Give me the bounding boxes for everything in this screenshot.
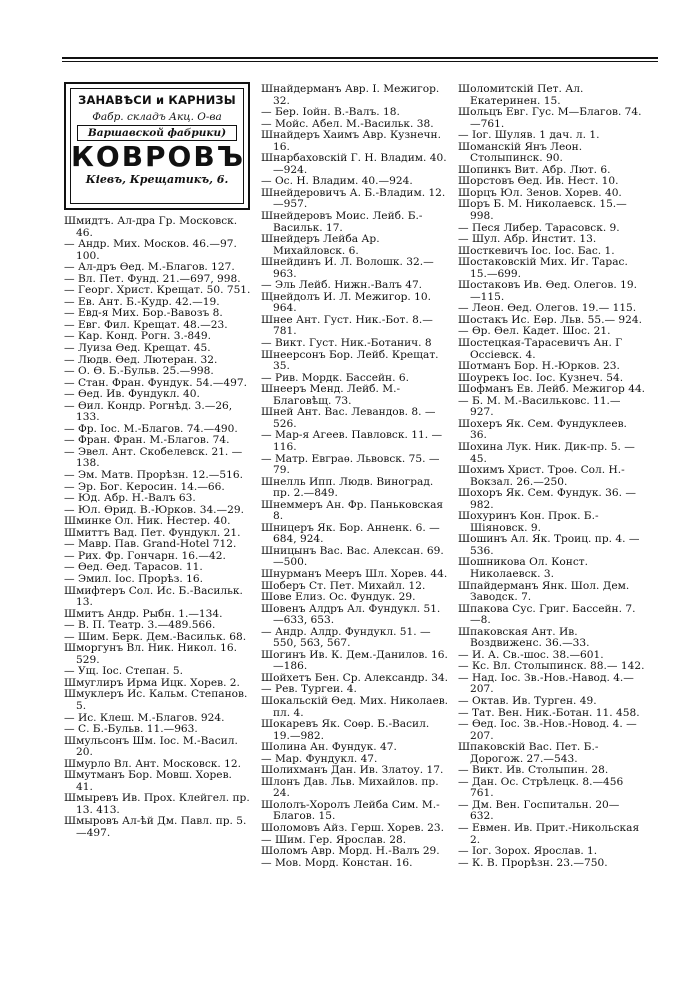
directory-entry: Шней Ант. Вас. Левандов. 8. —526. bbox=[261, 406, 436, 430]
ad-address: Кіевъ, Крещатикъ, 6. bbox=[85, 173, 229, 186]
top-rule bbox=[62, 57, 658, 59]
directory-entry: — Евд-я Мих. Бор.-Вавозъ 8. bbox=[64, 307, 223, 320]
directory-entry: Шолихманъ Дан. Ив. Златоу. 17. bbox=[261, 764, 444, 777]
directory-entry: Шнейдеровичъ А. Б.-Владим. 12.—957. bbox=[261, 186, 446, 211]
directory-entry: Шошинъ Ал. Як. Троиц. пр. 4. —536. bbox=[458, 533, 640, 557]
directory-entry: Шокаревъ Як. Соѳр. Б.-Васил. 19.—982. bbox=[261, 718, 430, 742]
directory-entry: — Рих. Фр. Гончарн. 16.—42. bbox=[64, 549, 226, 562]
directory-entry: Шнейдеръ Лейба Ар. Михайловск. 6. bbox=[261, 233, 380, 257]
directory-entry: Шмиттъ Вад. Пет. Фундукл. 21. bbox=[64, 526, 241, 539]
directory-entry: — Тат. Вен. Ник.-Ботан. 11. 458. bbox=[458, 706, 640, 719]
directory-entry: Шнелль Ипп. Людв. Виноград. пр. 2.—849. bbox=[261, 475, 434, 500]
directory-entry: Шохимъ Христ. Троѳ. Сол. Н.-Вокзал. 26.—250. bbox=[458, 464, 625, 488]
directory-entry: Шмуклеръ Ис. Кальм. Степанов. 5. bbox=[64, 688, 248, 712]
directory-entry: Шопинкъ Вит. Абр. Лют. 6. bbox=[458, 163, 611, 176]
directory-entry: — Мар-я Агеев. Павловск. 11. —116. bbox=[261, 429, 443, 453]
directory-entry: Шминке Ол. Ник. Нестер. 40. bbox=[64, 515, 231, 528]
directory-entry: — Эм. Матв. Прорѣзн. 12.—516. bbox=[64, 469, 243, 482]
directory-entry: Шмыревъ Ив. Прох. Клейгел. пр. 13. 413. bbox=[64, 792, 250, 816]
ad-title: КОВРОВЪ bbox=[71, 140, 246, 173]
directory-entry: Шнейдеровъ Моис. Лейб. Б.-Васильк. 17. bbox=[261, 210, 423, 234]
directory-entry: — Людв. Ѳед. Лютеран. 32. bbox=[64, 353, 218, 366]
directory-entry: — И. А. Св.-шос. 38.—601. bbox=[458, 648, 604, 661]
directory-entry: Шостецкая-Тарасевичъ Ан. Г Оссіевск. 4. bbox=[458, 337, 623, 361]
directory-entry: — Рев. Тургеи. 4. bbox=[261, 683, 357, 696]
directory-entry: Шоломъ Авр. Морд. Н.-Валъ 29. bbox=[261, 845, 440, 858]
directory-entry: Шницынъ Вас. Вас. Алексан. 69.—500. bbox=[261, 544, 444, 569]
directory-entry: Шололъ-Хоролъ Лейба Сим. М.-Благов. 15. bbox=[261, 798, 440, 823]
ad-line-warsaw: Варшавской фабрики) bbox=[77, 125, 237, 141]
directory-entry: Шмуглиръ Ирма Ицк. Хорев. 2. bbox=[64, 676, 240, 689]
directory-entry: — Евмен. Ив. Прит.-Никольская 2. bbox=[458, 822, 640, 846]
directory-entry: — Кс. Вл. Столыпинск. 88.— 142. bbox=[458, 660, 645, 673]
directory-entry: Шпаковскій Вас. Пет. Б.-Дорогож. 27.—543. bbox=[458, 741, 599, 765]
directory-entry: Шошникова Ол. Конст. Николаевск. 3. bbox=[458, 556, 589, 580]
directory-entry: — Ѳед. Іос. Зв.-Нов.-Новод. 4. —207. bbox=[458, 718, 637, 742]
directory-entry: Шоберъ Ст. Пет. Михайл. 12. bbox=[261, 579, 426, 592]
directory-entry: Шохоръ Як. Сем. Фундук. 36. —982. bbox=[458, 487, 636, 511]
directory-entry: — Матр. Евграѳ. Львовск. 75. —79. bbox=[261, 452, 440, 477]
directory-entry: — Фран. Фран. М.-Благов. 74. bbox=[64, 434, 230, 447]
directory-entry: — Іог. Зорох. Ярослав. 1. bbox=[458, 845, 598, 858]
directory-entry: Шнейдинъ И. Л. Волошк. 32.—963. bbox=[261, 256, 434, 280]
directory-entry: — Эмил. Іос. Прорѣз. 16. bbox=[64, 572, 203, 585]
directory-entry: Шохина Лук. Ник. Дик-пр. 5. —45. bbox=[458, 440, 635, 465]
directory-entry: Шоломитскій Пет. Ал. Екатеринен. 15. bbox=[458, 83, 584, 107]
directory-entry: Шорстовъ Ѳед. Ив. Нест. 10. bbox=[458, 175, 619, 188]
directory-entry: — Ал-дръ Ѳед. М.-Благов. 127. bbox=[64, 261, 235, 274]
directory-entry: — Вл. Пет. Фунд. 21.—697, 998. bbox=[64, 272, 241, 285]
directory-entry: Шлонъ Дав. Льв. Михайлов. пр. 24. bbox=[261, 775, 439, 800]
directory-entry: — Фр. Іос. М.-Благов. 74.—490. bbox=[64, 422, 238, 435]
directory-entry: Шморгунъ Вл. Ник. Никол. 16. 529. bbox=[64, 642, 237, 666]
advertisement-inner-frame bbox=[70, 88, 244, 204]
directory-entry: Шотманъ Бор. Н.-Юрков. 23. bbox=[458, 360, 620, 373]
directory-entry: Шнурманъ Мееръ Шл. Хорев. 44. bbox=[261, 567, 448, 580]
directory-entry: — Викт. Густ. Ник.-Ботанич. 8 bbox=[261, 337, 432, 350]
directory-entry: — Ев. Ант. Б.-Кудр. 42.—19. bbox=[64, 295, 220, 308]
directory-entry: — Эль Лейб. Нижн.-Валъ 47. bbox=[261, 279, 423, 292]
ad-heading: ЗАНАВѢСИ и КАРНИЗЫ bbox=[78, 93, 236, 107]
directory-entry: — Леон. Ѳед. Олегов. 19.— 115. bbox=[458, 302, 637, 315]
directory-entry: Шмульсонъ Шм. Іос. М.-Васил. 20. bbox=[64, 734, 238, 759]
directory-entry: — Ис. Клеш. М.-Благов. 924. bbox=[64, 711, 225, 724]
directory-entry: — Дан. Ос. Стрѣлецк. 8.—456 761. bbox=[458, 775, 624, 800]
column-2 bbox=[261, 84, 449, 869]
directory-entry: Шохеръ Як. Сем. Фундуклеев. 36. bbox=[458, 417, 627, 442]
directory-entry: — Викт. Ив. Столыпин. 28. bbox=[458, 764, 609, 777]
directory-entry: Шольцъ Евг. Гус. М—Благов. 74.—761. bbox=[458, 106, 642, 130]
directory-entry: — Юл. Ѳрид. В.-Юрков. 34.—29. bbox=[64, 503, 244, 516]
directory-entry: Шмидтъ. Ал-дра Гр. Московск. 46. bbox=[64, 215, 238, 239]
directory-entry: — Юд. Абр. Н.-Валъ 63. bbox=[64, 492, 196, 505]
directory-entry: Шостаковскій Мих. Иг. Тарас. 15.—699. bbox=[458, 256, 628, 280]
directory-entry: Шмутманъ Бор. Мовш. Хорев. 41. bbox=[64, 769, 232, 793]
directory-entry: — Дм. Вен. Госпитальн. 20— 632. bbox=[458, 798, 620, 823]
directory-entry: Шнарбаховскій Г. Н. Владим. 40.—924. bbox=[261, 152, 447, 176]
directory-entry: Шоманскій Янъ Леон. Столыпинск. 90. bbox=[458, 140, 583, 165]
directory-entry: Шпакова Сус. Григ. Бассейн. 7.—8. bbox=[458, 602, 636, 627]
directory-entry: Шовенъ Алдръ Ал. Фундукл. 51.—633, 653. bbox=[261, 602, 441, 627]
directory-entry: Шницеръ Як. Бор. Анненк. 6. —684, 924. bbox=[261, 521, 440, 546]
directory-entry: — О. Ѳ. Б.-Бульв. 25.—998. bbox=[64, 365, 214, 378]
directory-entry: — Андр. Мих. Москов. 46.—97. 100. bbox=[64, 238, 237, 262]
directory-entry: Шоръ Б. М. Николаевск. 15.—998. bbox=[458, 198, 627, 223]
directory-entry: Шнеерсонъ Бор. Лейб. Крещат. 35. bbox=[261, 348, 439, 373]
directory-entry: Шофманъ Ев. Лейб. Межигор 44. bbox=[458, 383, 646, 396]
directory-entry: — Шим. Гер. Ярослав. 28. bbox=[261, 833, 407, 846]
directory-entry: — Іог. Шуляв. 1 дач. л. 1. bbox=[458, 129, 600, 142]
directory-entry: — Мойс. Абел. М.-Васильк. 38. bbox=[261, 117, 434, 130]
directory-entry: — Евг. Фил. Крещат. 48.—23. bbox=[64, 318, 228, 331]
ad-line-factory: Фабр. складъ Акц. О-ва bbox=[92, 111, 222, 123]
directory-entry: — Ѳед. Ив. Фундукл. 40. bbox=[64, 388, 200, 401]
directory-entry: Шолина Ан. Фундук. 47. bbox=[261, 741, 397, 754]
directory-entry: Шпаковская Ант. Ив. Воздвиженс. 36.—33. bbox=[458, 625, 590, 650]
directory-entry: Шогинъ Ив. К. Дем.-Данилов. 16.—186. bbox=[261, 648, 448, 673]
directory-entry: — Эвел. Ант. Скобелевск. 21. —138. bbox=[64, 445, 243, 470]
directory-entry: — В. П. Театр. 3.—489.566. bbox=[64, 619, 216, 632]
directory-entry: Шнеммеръ Ан. Фр. Паньковская 8. bbox=[261, 498, 444, 523]
directory-entry: Шосткевичъ Іос. Іос. Бас. 1. bbox=[458, 244, 615, 257]
directory-entry: Шнайдерманъ Авр. І. Межигор. 32. bbox=[261, 83, 440, 107]
directory-entry: — Рив. Мордк. Бассейн. 6. bbox=[261, 371, 409, 384]
directory-entry: Шове Елиз. Ос. Фундук. 29. bbox=[261, 591, 416, 604]
directory-entry: — Над. Іос. Зв.-Нов.-Навод. 4.—207. bbox=[458, 671, 634, 696]
directory-entry: — К. В. Прорѣзн. 23.—750. bbox=[458, 856, 608, 869]
directory-entry: Шмифтеръ Сол. Ис. Б.-Васильк. 13. bbox=[64, 584, 243, 609]
directory-entry: — Мавр. Пав. Grand-Hotel 712. bbox=[64, 538, 237, 551]
directory-entry: — Песя Либер. Тарасовск. 9. bbox=[458, 221, 620, 234]
directory-entry: Шойхетъ Бен. Ср. Александр. 34. bbox=[261, 671, 449, 684]
directory-entry: — Ущ. Іос. Степан. 5. bbox=[64, 665, 183, 678]
directory-entry: — Октав. Ив. Турген. 49. bbox=[458, 694, 597, 707]
directory-entry: Шоурекъ Іос. Іос. Кузнеч. 54. bbox=[458, 371, 624, 384]
directory-entry: — Шул. Абр. Инстит. 13. bbox=[458, 233, 597, 246]
directory-entry: — Ос. Н. Владим. 40.—924. bbox=[261, 175, 413, 188]
column-3 bbox=[458, 84, 646, 869]
directory-entry: Шохуринъ Кон. Прок. Б.-Шіяновск. 9. bbox=[458, 510, 599, 534]
directory-entry: — Б. М. М.-Васильковс. 11.— 927. bbox=[458, 394, 621, 419]
directory-entry: Щнейдолъ И. Л. Межигор. 10. 964. bbox=[261, 290, 431, 315]
directory-entry: — Мов. Морд. Констан. 16. bbox=[261, 856, 413, 869]
directory-entry: Шостаковъ Ив. Ѳед. Олегов. 19.—115. bbox=[458, 279, 637, 303]
directory-entry: — Андр. Алдр. Фундукл. 51. —550, 563, 567. bbox=[261, 625, 431, 650]
directory-entry: Шорцъ Юл. Зенов. Хорев. 40. bbox=[458, 186, 622, 199]
directory-entry: Шмурло Вл. Ант. Московск. 12. bbox=[64, 757, 242, 770]
directory-entry: Шокальскій Ѳед. Мих. Николаев. пл. 4. bbox=[261, 694, 449, 719]
directory-entry: Шмитъ Андр. Рыбн. 1.—134. bbox=[64, 607, 223, 620]
directory-entry: — Кар. Конд. Рогн. 3.-849. bbox=[64, 330, 212, 343]
directory-entry: Шоломовъ Айз. Герш. Хорев. 23. bbox=[261, 822, 445, 834]
directory-entry: Шостакъ Ис. Еѳр. Льв. 55.— 924. bbox=[458, 313, 643, 326]
directory-entry: Шнееръ Менд. Лейб. М.-Благовѣщ. 73. bbox=[261, 383, 401, 407]
top-rule-thin bbox=[62, 61, 658, 62]
directory-entry: — Ѳед. Ѳед. Тарасов. 11. bbox=[64, 561, 203, 574]
directory-entry: — Луиза Ѳед. Крещат. 45. bbox=[64, 342, 211, 355]
advertisement-box bbox=[64, 82, 250, 210]
directory-entry: Шнее Ант. Густ. Ник.-Бот. 8.—781. bbox=[261, 313, 433, 338]
directory-entry: — Мар. Фундукл. 47. bbox=[261, 752, 378, 765]
directory-entry: — Георг. Христ. Крещат. 50. 751. bbox=[64, 284, 251, 297]
directory-entry: — Шим. Берк. Дем.-Васильк. 68. bbox=[64, 630, 247, 643]
column-1 bbox=[64, 216, 252, 840]
directory-entry: — Стан. Фран. Фундук. 54.—497. bbox=[64, 376, 247, 389]
directory-entry: — Ѳр. Ѳел. Кадет. Шос. 21. bbox=[458, 325, 611, 338]
directory-entry: — Ѳил. Кондр. Рогнѣд. 3.—26, 133. bbox=[64, 399, 233, 424]
directory-entry: Шпайдерманъ Янк. Шол. Дем. Заводск. 7. bbox=[458, 579, 630, 604]
directory-entry: — Бер. Іойн. В.-Валъ. 18. bbox=[261, 106, 400, 119]
directory-entry: Шмыровъ Ал-ѣй Дм. Павл. пр. 5.—497. bbox=[64, 815, 247, 839]
directory-entry: — Эр. Бог. Керосин. 14.—66. bbox=[64, 480, 225, 493]
directory-entry: — С. Б.-Бульв. 11.—963. bbox=[64, 723, 198, 736]
directory-entry: Шнайдеръ Хаимъ Авр. Кузнечн. 16. bbox=[261, 129, 441, 153]
